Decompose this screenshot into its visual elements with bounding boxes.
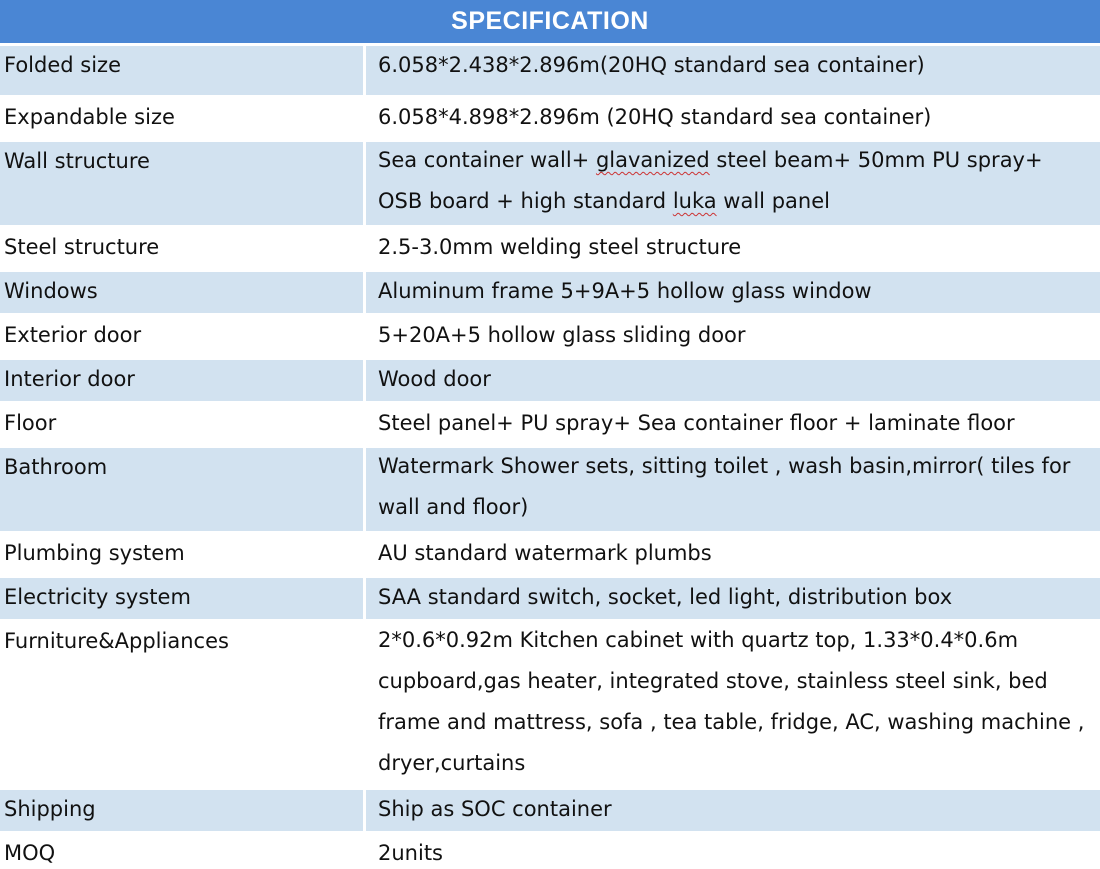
row-label: Wall structure: [0, 142, 366, 225]
table-row: [0, 622, 1100, 790]
row-value: AU standard watermark plumbs: [378, 541, 712, 565]
row-label: Bathroom: [0, 448, 366, 531]
row-label: Interior door: [0, 360, 366, 401]
table-row: [0, 448, 1100, 534]
row-label: Steel structure: [0, 228, 366, 269]
table-row: [0, 228, 1100, 272]
table-title: SPECIFICATION: [0, 0, 1100, 46]
misspelled-word: glavanized: [595, 148, 710, 172]
table-row: [0, 790, 1100, 834]
row-value: Watermark Shower sets, sitting toilet , wash basin,mirror( tiles for wall and floor): [378, 454, 1071, 519]
row-value: SAA standard switch, socket, led light, distribution box: [378, 585, 953, 609]
row-value: Aluminum frame 5+9A+5 hollow glass window: [378, 279, 872, 303]
row-value: Ship as SOC container: [378, 797, 612, 821]
table-row: [0, 834, 1100, 869]
row-label: MOQ: [0, 834, 366, 869]
misspelled-word: luka: [672, 189, 717, 213]
row-label: Furniture&Appliances: [0, 622, 366, 787]
row-value: Steel panel+ PU spray+ Sea container floor + laminate floor: [378, 411, 1015, 435]
row-label: Floor: [0, 404, 366, 445]
row-label: Exterior door: [0, 316, 366, 357]
row-value: 6.058*2.438*2.896m(20HQ standard sea container): [378, 53, 925, 77]
row-value: 5+20A+5 hollow glass sliding door: [378, 323, 746, 347]
value-text: steel beam+ 50mm PU spray+ OSB board + high standard: [378, 148, 1043, 213]
row-value: 2units: [378, 841, 443, 865]
table-row: [0, 316, 1100, 360]
table-row: [0, 142, 1100, 228]
row-label: Windows: [0, 272, 366, 313]
row-label: Plumbing system: [0, 534, 366, 575]
row-label: Shipping: [0, 790, 366, 831]
spec-rows: [0, 46, 1100, 869]
value-text: wall panel: [716, 189, 830, 213]
row-value: [366, 134, 1100, 225]
table-row: [0, 46, 1100, 98]
value-text: Sea container wall+: [378, 148, 596, 172]
row-label: Expandable size: [0, 98, 366, 139]
table-row: [0, 534, 1100, 578]
row-label: Folded size: [0, 46, 366, 95]
row-value: 2*0.6*0.92m Kitchen cabinet with quartz top, 1.33*0.4*0.6m cupboard,gas heater, integrated stove, stainless steel sink, bed frame and mattress, sofa , tea table, fridge, AC, washing machine , dryer,curtains: [378, 628, 1085, 775]
table-row: [0, 272, 1100, 316]
row-value: Wood door: [378, 367, 491, 391]
table-row: [0, 360, 1100, 404]
row-value: 2.5-3.0mm welding steel structure: [378, 235, 742, 259]
row-label: Electricity system: [0, 578, 366, 619]
row-value: 6.058*4.898*2.896m (20HQ standard sea container): [378, 105, 932, 129]
